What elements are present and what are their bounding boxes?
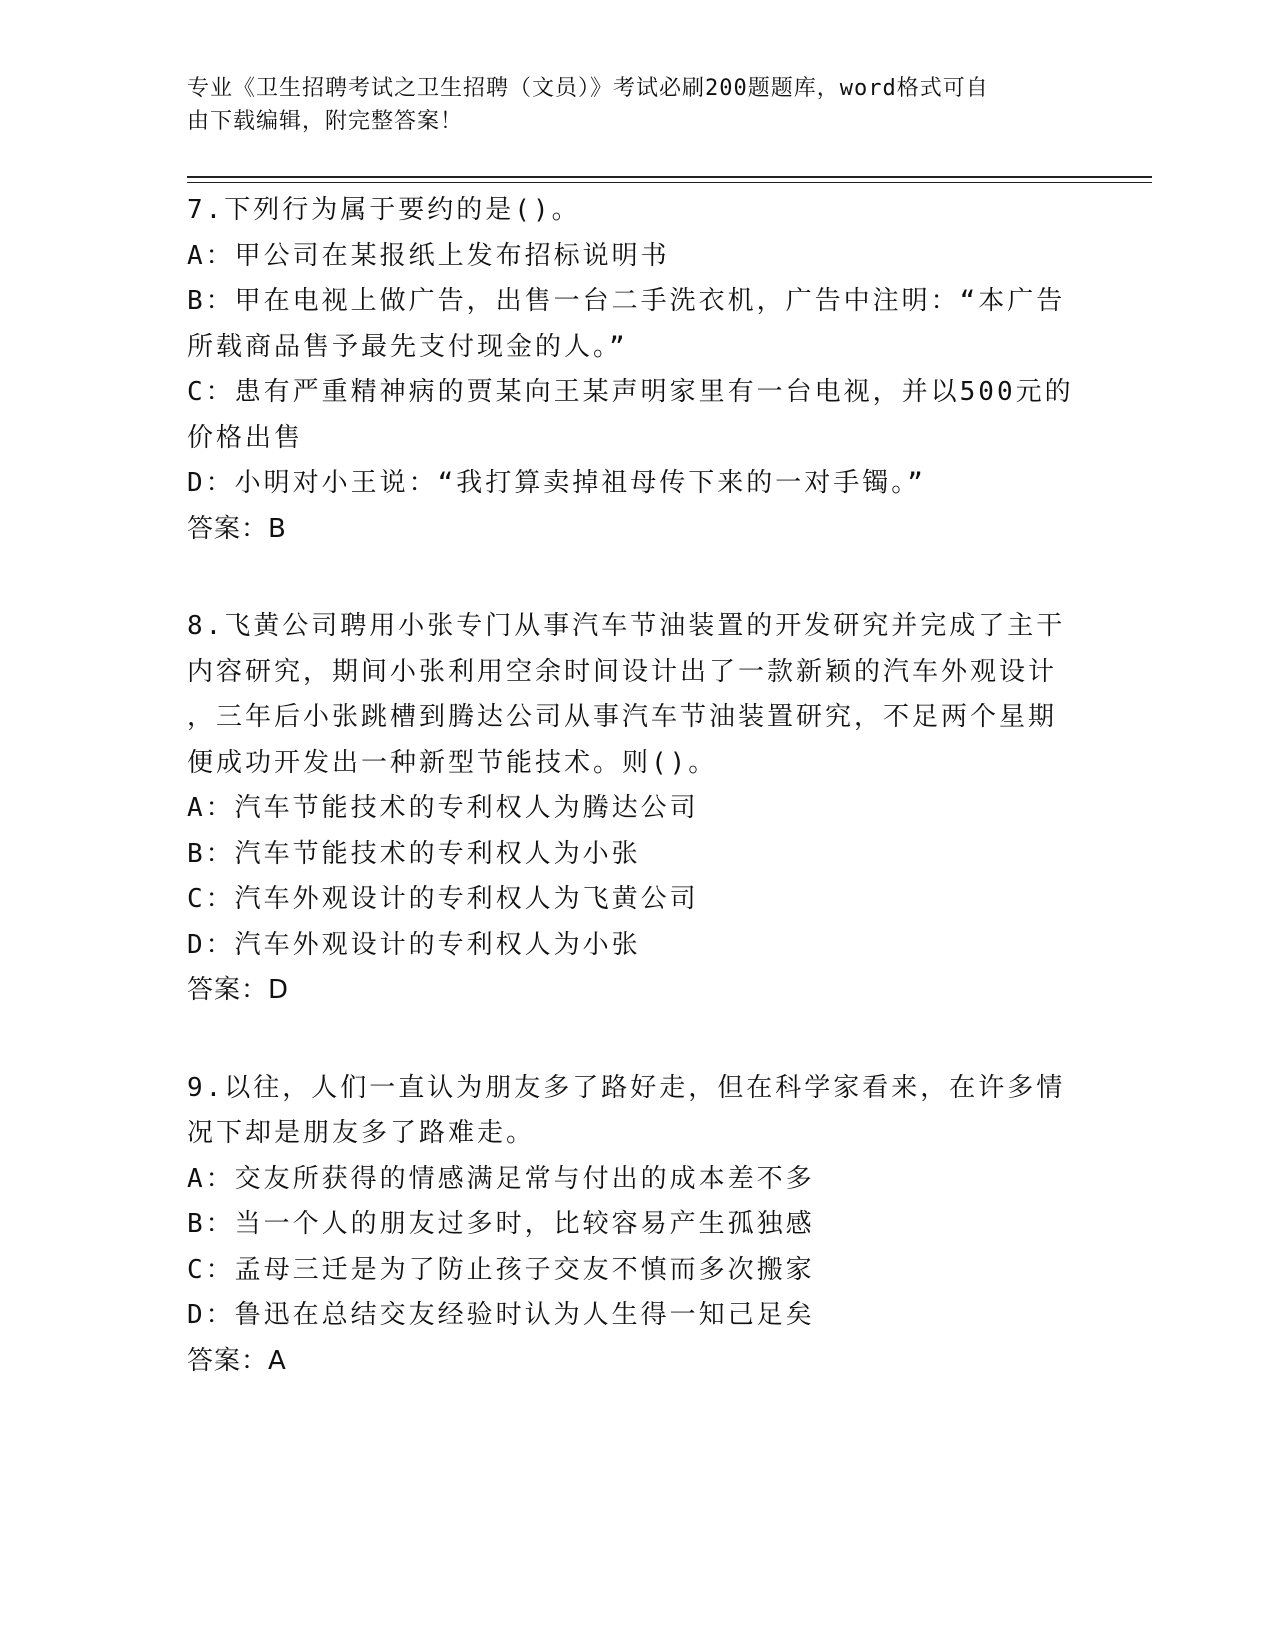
option-a: A：汽车节能技术的专利权人为腾达公司 [187, 793, 699, 823]
option-c: C：孟母三迁是为了防止孩子交友不慎而多次搬家 [187, 1254, 815, 1285]
option-d: D：鲁迅在总结交友经验时认为人生得一知己足矣 [187, 1300, 815, 1330]
header-divider-thick [187, 176, 1152, 178]
question-9 [187, 1066, 1087, 1385]
option-a: A：甲公司在某报纸上发布招标说明书 [187, 240, 670, 271]
question-stem-line: 8.飞黄公司聘用小张专门从事汽车节油装置的开发研究并完成了主干 [187, 611, 1066, 641]
option-b: B：汽车节能技术的专利权人为小张 [187, 838, 641, 869]
answer-label: 答案：A [187, 1345, 287, 1376]
option-b-line-2: 所载商品售予最先支付现金的人。” [187, 331, 628, 362]
question-stem-line: 况下却是朋友多了路难走。 [187, 1118, 536, 1148]
option-b: B：当一个人的朋友过多时，比较容易产生孤独感 [187, 1209, 815, 1239]
question-list [187, 188, 1087, 1436]
option-c-line-1: C：患有严重精神病的贾某向王某声明家里有一台电视，并以500元的 [187, 377, 1074, 407]
question-stem-line: 7.下列行为属于要约的是()。 [187, 195, 581, 225]
header-line-1: 专业《卫生招聘考试之卫生招聘（文员）》考试必刷200题题库，word格式可自 [187, 76, 989, 101]
answer-label: 答案：B [187, 513, 287, 544]
question-stem-line: 内容研究，期间小张利用空余时间设计出了一款新颖的汽车外观设计 [187, 656, 1058, 687]
question-8 [187, 604, 1087, 1014]
answer-label: 答案：D [187, 975, 290, 1005]
document-header [187, 72, 1067, 138]
header-divider-thin [187, 182, 1152, 183]
question-stem-line: 便成功开发出一种新型节能技术。则()。 [187, 747, 718, 778]
option-c-line-2: 价格出售 [187, 422, 304, 453]
option-c: C：汽车外观设计的专利权人为飞黄公司 [187, 884, 699, 914]
option-d: D：小明对小王说：“我打算卖掉祖母传下来的一对手镯。” [187, 468, 926, 498]
option-a: A：交友所获得的情感满足常与付出的成本差不多 [187, 1163, 815, 1194]
question-7 [187, 188, 1087, 552]
header-line-2: 由下载编辑，附完整答案！ [187, 109, 464, 134]
question-stem-line: ，三年后小张跳槽到腾达公司从事汽车节油装置研究，不足两个星期 [187, 702, 1058, 732]
option-b-line-1: B：甲在电视上做广告，出售一台二手洗衣机，广告中注明：“本广告 [187, 286, 1066, 316]
option-d: D：汽车外观设计的专利权人为小张 [187, 929, 641, 960]
question-stem-line: 9.以往，人们一直认为朋友多了路好走，但在科学家看来，在许多情 [187, 1072, 1066, 1103]
